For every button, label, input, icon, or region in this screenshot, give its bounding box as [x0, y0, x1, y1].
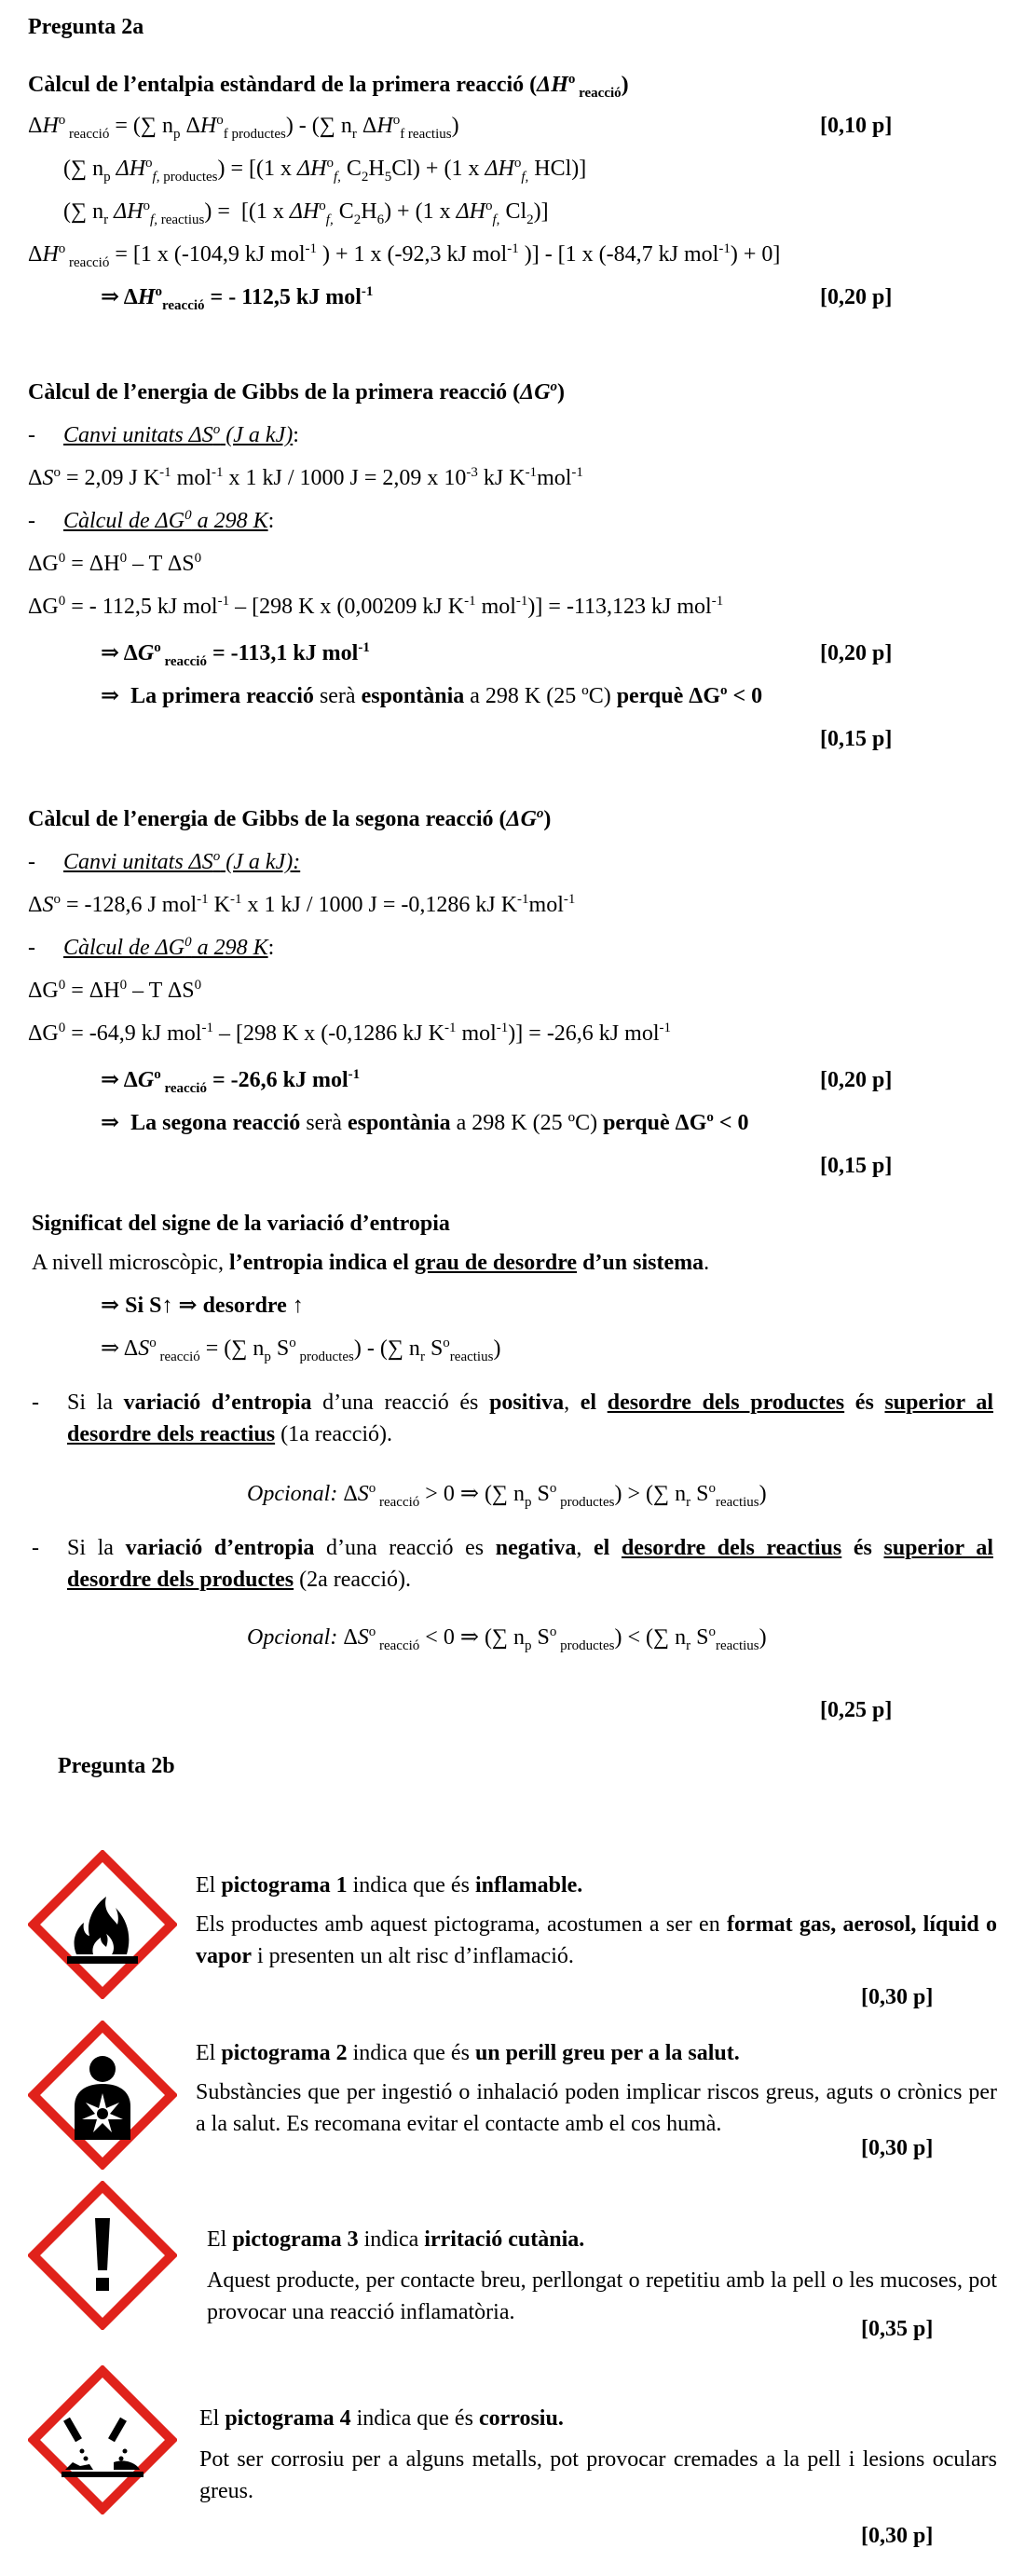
gibbs2-result: ⇒ $\Delta G^o$ $_{reacció}$ = -26,6 kJ mol$^{-1}$	[101, 1067, 361, 1096]
gibbs1-result: ⇒ $\Delta G^o$ $_{reacció}$ = -113,1 kJ mol$^{-1}$	[101, 640, 370, 669]
health-hazard-pictogram-icon	[28, 2021, 177, 2170]
pictogram-4-title: El pictograma 4 indica que és corrosiu.	[199, 2406, 564, 2431]
entropy-optional-negative: Opcional: $\Delta S^o$ $_{reacció}$ < 0 ⇒ (∑ $n_p$ $S^o$ $_{productes}$) < (∑ $n_r$ $S^o_{reactius}$)	[247, 1624, 767, 1653]
flame-pictogram-icon	[28, 1850, 177, 1999]
pictogram-2-title: El pictograma 2 indica que és un perill greu per a la salut.	[196, 2041, 740, 2065]
bullet-dash: -	[32, 1536, 39, 1560]
question-2a-title: Pregunta 2a	[28, 15, 144, 39]
gibbs1-conclusion: ⇒ La primera reacció serà espontània a 298 K (25 ºC) perquè $\Delta G^o < 0$	[101, 683, 763, 708]
pictogram-3-description: Aquest producte, per contacte breu, perllongat o repetitiu amb la pell o les mucoses, pot provocar una reacció inflamatòria.	[207, 2268, 997, 2325]
question-2b-title: Pregunta 2b	[58, 1754, 175, 1778]
gibbs1-unit-conversion: $\Delta S^o = 2,09$ J $K^{-1}$ mol$^{-1}$ x 1 kJ / 1000 J = 2,09 x $10^{-3}$ kJ $K^{-1}mol^{-1}$	[28, 465, 583, 490]
score-label: [0,30 p]	[861, 1985, 934, 2009]
enthalpy-products-sum: (∑ $n_p$ $\Delta H^o_{f, productes}) = [(1$ x $\Delta H^o_{f,}$ $C_2H_5Cl) + (1$ x $\Delta H^o_{f,}$ HCl)]	[63, 156, 587, 185]
enthalpy-result: ⇒ $\Delta H^o_{reacció}$ = - 112,5 kJ mol$^{-1}$	[101, 284, 374, 313]
score-label: [0,20 p]	[820, 1068, 893, 1092]
score-label: [0,20 p]	[820, 641, 893, 665]
enthalpy-reactants-sum: (∑ $n_r$ $\Delta H^o_{f, reactius}) = [(1$ x $\Delta H^o_{f,}$ $C_2H_6) + (1$ x $\Delta H^o_{f,}$ $Cl_2$)]	[63, 199, 549, 227]
score-label: [0,30 p]	[861, 2136, 934, 2160]
gibbs1-formula: $\Delta G^0 = \Delta H^0 - T$ $\Delta S^0$	[28, 551, 202, 576]
entropy-arrow-formula: ⇒ $\Delta S^o$ $_{reacció}$ = (∑ $n_p$ $S^o$ $_{productes}$) - (∑ $n_r$ $S^o_{reactius}$)	[101, 1336, 501, 1364]
score-label: [0,35 p]	[861, 2317, 934, 2341]
enthalpy-formula: $\Delta H^o$ $_{reacció}$ = (∑ $n_p$ $\Delta H^o_{f productes}$) - (∑ $n_r$ $\Delta H^o_{f reactius}$)	[28, 113, 459, 142]
score-label: [0,15 p]	[820, 1154, 893, 1178]
gibbs1-step2: - Càlcul de $\Delta G^0$ a 298 K:	[28, 508, 275, 533]
score-label: [0,10 p]	[820, 114, 893, 138]
score-label: [0,25 p]	[820, 1698, 893, 1722]
pictogram-4-description: Pot ser corrosiu per a alguns metalls, pot provocar cremades a la pell i lesions oculars greus.	[199, 2447, 997, 2504]
exclamation-pictogram-icon	[28, 2181, 177, 2330]
corrosion-pictogram-icon	[28, 2365, 177, 2514]
gibbs1-substitution: $\Delta G^0$ = - 112,5 kJ mol$^{-1}$ – [298 K x (0,00209 kJ $K^{-1}$ mol$^{-1}$)] = -113,123 kJ mol$^{-1}$	[28, 594, 724, 619]
gibbs1-step1: - Canvi unitats $\Delta S^o$ (J a kJ):	[28, 422, 299, 447]
entropy-arrow-disorder: ⇒ Si S↑ ⇒ desordre ↑	[101, 1294, 304, 1318]
gibbs2-formula: $\Delta G^0 = \Delta H^0 - T$ $\Delta S^0$	[28, 978, 202, 1003]
bullet-dash: -	[32, 1391, 39, 1415]
score-label: [0,30 p]	[861, 2524, 934, 2548]
pictogram-1-description: Els productes amb aquest pictograma, acostumen a ser en format gas, aerosol, líquid o vapor i presenten un alt risc d’inflamació.	[196, 1912, 997, 1969]
gibbs2-conclusion: ⇒ La segona reacció serà espontània a 298 K (25 ºC) perquè $\Delta G^o < 0$	[101, 1110, 749, 1135]
score-label: [0,20 p]	[820, 285, 893, 309]
enthalpy-substitution: $\Delta H^o$ $_{reacció}$ = [1 x (-104,9 kJ mol$^{-1}$ ) + 1 x (-92,3 kJ mol$^{-1}$ )] - [1 x (-84,7 kJ mol$^{-1}$) + 0]	[28, 241, 781, 270]
pictogram-2-description: Substàncies que per ingestió o inhalació poden implicar riscos greus, aguts o crònics per a la salut. Es recomana evitar el contacte amb el cos humà.	[196, 2080, 997, 2137]
entropy-intro: A nivell microscòpic, l’entropia indica el grau de desordre d’un sistema.	[32, 1251, 710, 1275]
pictogram-3-title: El pictograma 3 indica irritació cutània.	[207, 2227, 585, 2252]
entropy-heading: Significat del signe de la variació d’entropia	[32, 1212, 450, 1236]
gibbs1-heading: Càlcul de l’energia de Gibbs de la primera reacció $(\Delta G^o)$	[28, 379, 566, 404]
gibbs2-step2: - Càlcul de $\Delta G^0$ a 298 K:	[28, 935, 275, 960]
entropy-negative-text: Si la variació d’entropia d’una reacció es negativa, el desordre dels reactius és superior al desordre dels productes (2a reacció).	[67, 1536, 993, 1593]
gibbs2-unit-conversion: $\Delta S^o = -128,6$ J mol$^{-1}$ $K^{-1}$ x 1 kJ / 1000 J = -0,1286 kJ $K^{-1}mol^{-1}$	[28, 892, 576, 917]
entropy-positive-text: Si la variació d’entropia d’una reacció és positiva, el desordre dels productes és superior al desordre dels reactius (1a reacció).	[67, 1391, 994, 1447]
gibbs2-substitution: $\Delta G^0 = -64,9$ kJ mol$^{-1}$ – [298 K x (-0,1286 kJ $K^{-1}$ mol$^{-1}$)] = -26,6 kJ mol$^{-1}$	[28, 1021, 671, 1046]
gibbs2-heading: Càlcul de l’energia de Gibbs de la segona reacció $(\Delta G^o)$	[28, 806, 552, 831]
pictogram-1-title: El pictograma 1 indica que és inflamable.	[196, 1873, 583, 1898]
gibbs2-step1: - Canvi unitats $\Delta S^o$ (J a kJ):	[28, 849, 301, 874]
entropy-optional-positive: Opcional: $\Delta S^o$ $_{reacció}$ > 0 ⇒ (∑ $n_p$ $S^o$ $_{productes}$) > (∑ $n_r$ $S^o_{reactius}$)	[247, 1481, 767, 1510]
enthalpy-heading: Càlcul de l’entalpia estàndard de la primera reacció ($\Delta H^o$ $_{reacció}$)	[28, 72, 629, 101]
score-label: [0,15 p]	[820, 727, 893, 751]
